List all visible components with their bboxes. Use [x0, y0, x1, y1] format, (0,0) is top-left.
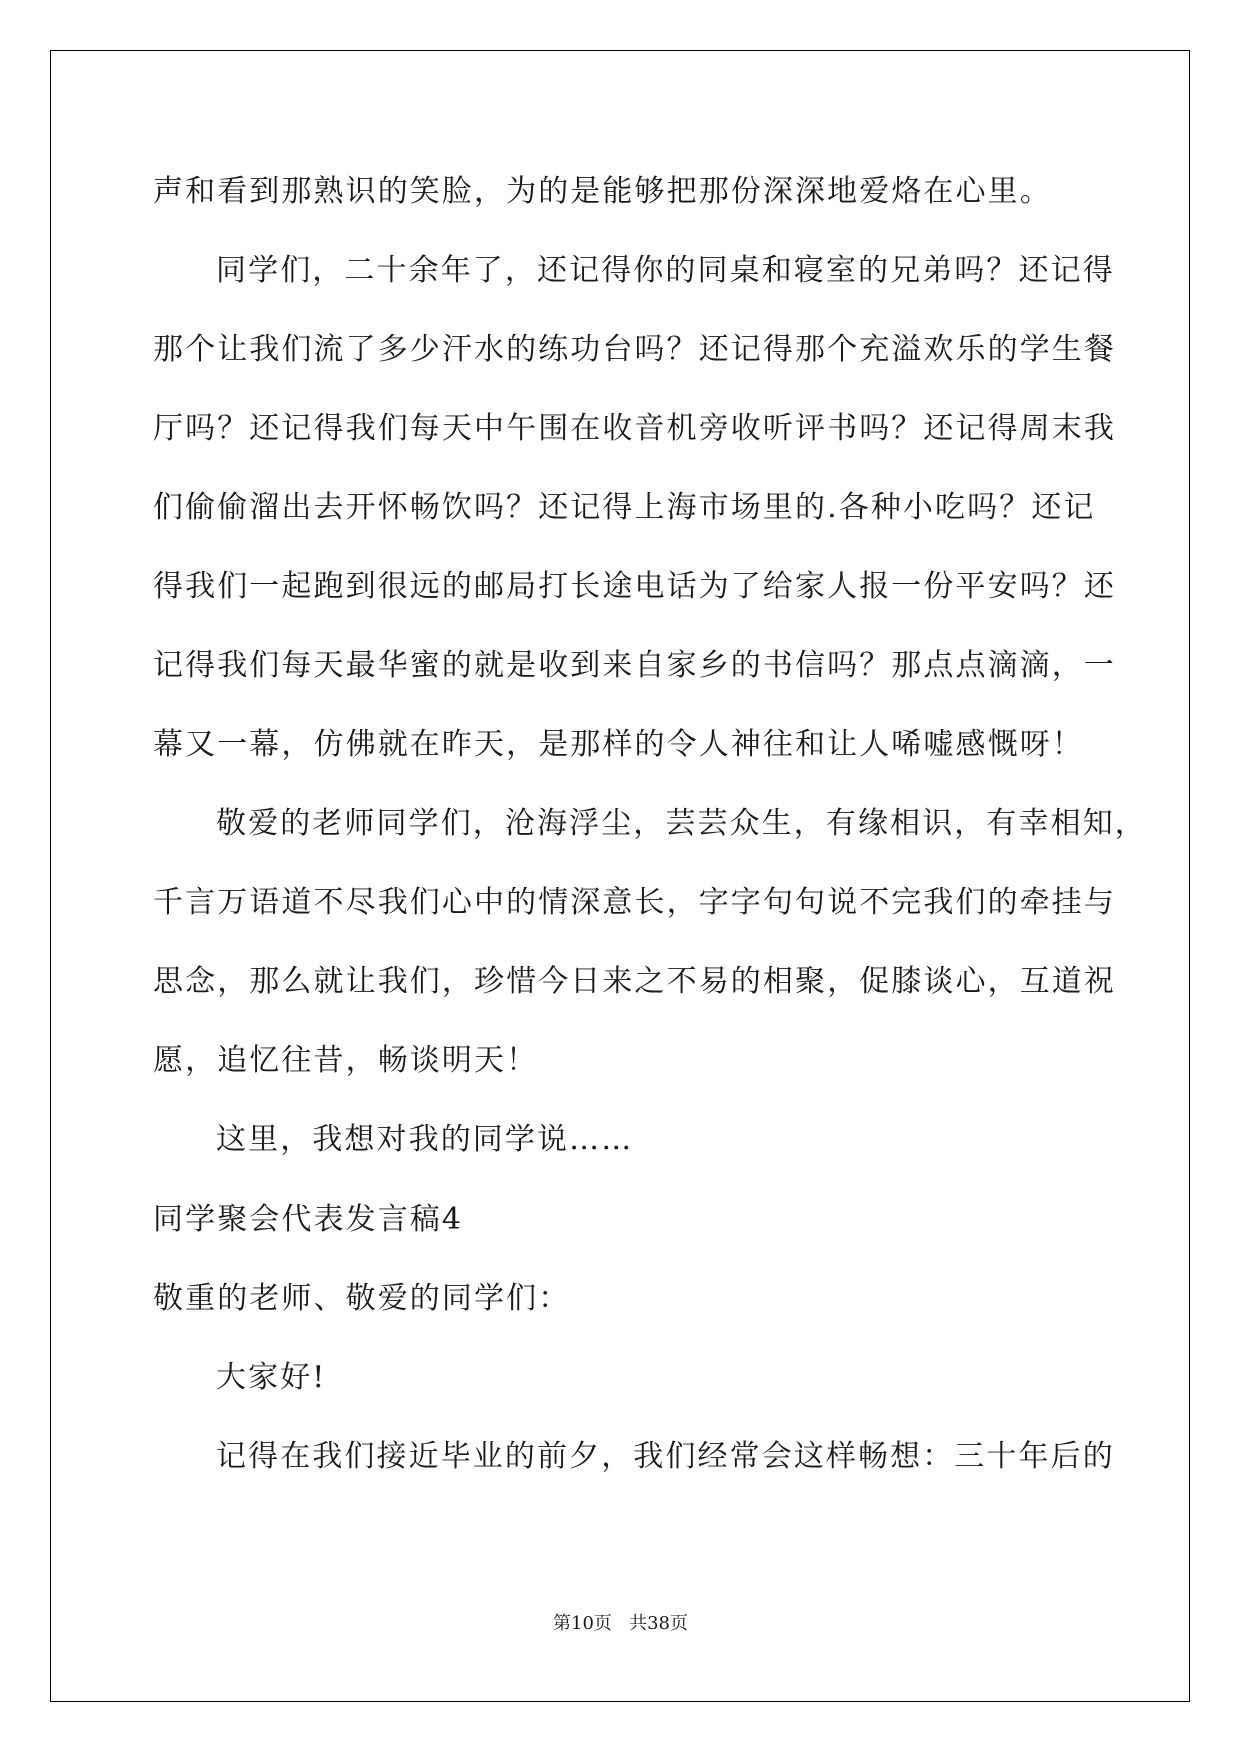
- text-line-6: 得我们一起跑到很远的邮局打长途电话为了给家人报一份平安吗？还: [153, 569, 1116, 604]
- text-line-10: 千言万语道不尽我们心中的情深意长，字字句句说不完我们的牵挂与: [153, 885, 1116, 920]
- section-heading: 同学聚会代表发言稿4: [153, 1202, 464, 1237]
- paragraph-start-line: 这里，我想对我的同学说……: [216, 1122, 634, 1157]
- greeting: 大家好!: [216, 1360, 327, 1395]
- paragraph-start-line: 敬爱的老师同学们，沧海浮尘，芸芸众生，有缘相识，有幸相知，: [216, 806, 1147, 841]
- text-line-3: 那个让我们流了多少汗水的练功台吗？还记得那个充溢欢乐的学生餐: [153, 332, 1116, 367]
- text-line-7: 记得我们每天最华蜜的就是收到来自家乡的书信吗？那点点滴滴，一: [153, 648, 1116, 683]
- text-line-8: 幕又一幕，仿佛就在昨天，是那样的令人神往和让人唏嘘感慨呀！: [153, 727, 1084, 762]
- text-line-4: 厅吗？还记得我们每天中午围在收音机旁收听评书吗？还记得周末我: [153, 411, 1116, 446]
- paragraph-start-line: 同学们，二十余年了，还记得你的同桌和寝室的兄弟吗？还记得: [216, 253, 1115, 288]
- text-line-5: 们偷偷溜出去开怀畅饮吗？还记得上海市场里的.各种小吃吗？还记: [153, 490, 1096, 525]
- text-line-12: 愿，追忆往昔，畅谈明天！: [153, 1043, 539, 1078]
- page-number-footer: 第10页 共38页: [553, 1613, 688, 1634]
- text-line-11: 思念，那么就让我们，珍惜今日来之不易的相聚，促膝谈心，互道祝: [153, 964, 1116, 999]
- text-line-1: 声和看到那熟识的笑脸，为的是能够把那份深深地爱烙在心里。: [153, 174, 1052, 209]
- salutation: 敬重的老师、敬爱的同学们：: [153, 1281, 571, 1316]
- paragraph-start-line: 记得在我们接近毕业的前夕，我们经常会这样畅想：三十年后的: [216, 1439, 1115, 1474]
